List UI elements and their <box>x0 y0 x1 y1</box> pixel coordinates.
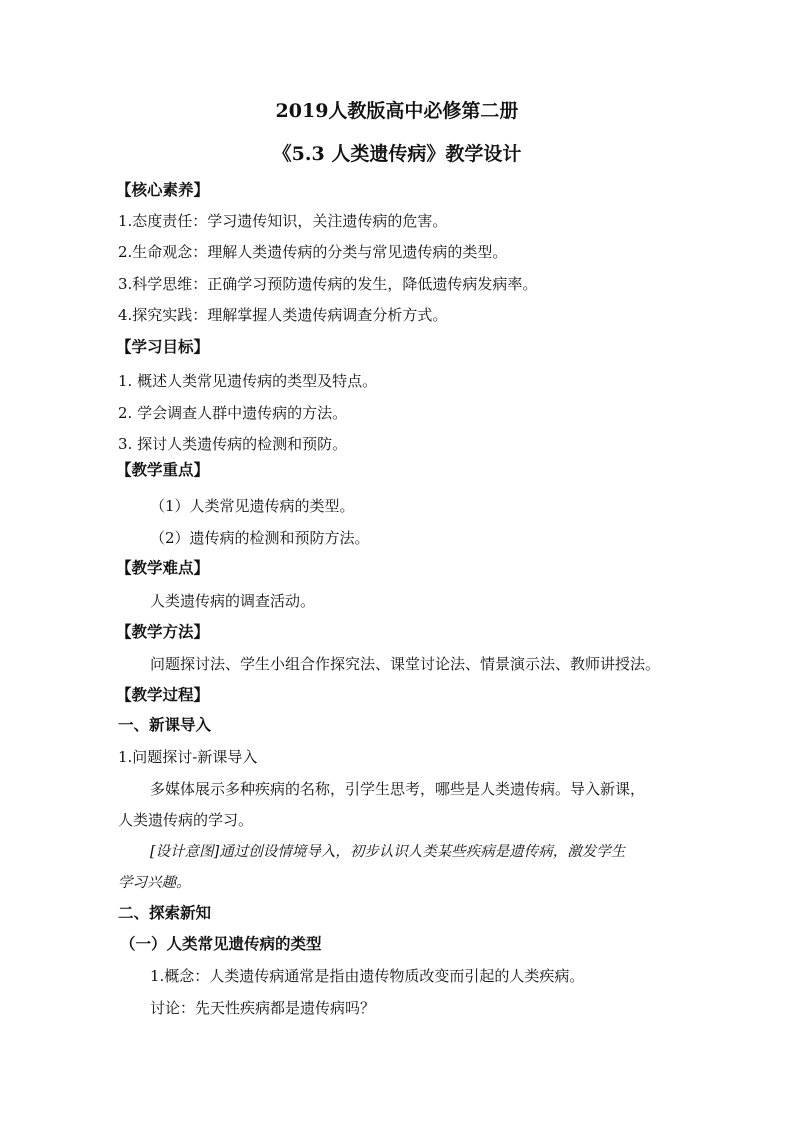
key-point-2: （2）遗传病的检测和预防方法。 <box>150 529 370 547</box>
goals-heading: 【学习目标】 <box>116 337 210 356</box>
difficulty-heading: 【教学难点】 <box>116 558 210 577</box>
document-title-line2: 《5.3 人类遗传病》教学设计 <box>272 143 522 165</box>
discussion-text: 讨论：先天性疾病都是遗传病吗？ <box>150 999 376 1017</box>
core-heading: 【核心素养】 <box>116 180 210 199</box>
section-2-title: 二、探索新知 <box>118 903 212 922</box>
core-item-2: 2.生命观念：理解人类遗传病的分类与常见遗传病的类型。 <box>118 243 508 261</box>
intro-paragraph-line2: 人类遗传病的学习。 <box>118 811 254 829</box>
section-1-title: 一、新课导入 <box>118 715 212 734</box>
core-item-3: 3.科学思维：正确学习预防遗传病的发生，降低遗传病发病率。 <box>118 275 538 293</box>
methods-text: 问题探讨法、学生小组合作探究法、课堂讨论法、情景演示法、教师讲授法。 <box>150 655 661 673</box>
process-heading: 【教学过程】 <box>116 685 210 704</box>
subsection-1-title: （一）人类常见遗传病的类型 <box>120 934 322 953</box>
goals-item-1: 1. 概述人类常见遗传病的类型及特点。 <box>118 372 378 390</box>
concept-text: 1.概念：人类遗传病通常是指由遗传物质改变而引起的人类疾病。 <box>150 967 585 985</box>
goals-item-2: 2. 学会调查人群中遗传病的方法。 <box>118 404 348 422</box>
design-intent-line1: [设计意图]通过创设情境导入，初步认识人类某些疾病是遗传病，激发学生 <box>150 844 626 860</box>
process-item-1: 1.问题探讨-新课导入 <box>118 748 258 766</box>
key-point-1: （1）人类常见遗传病的类型。 <box>150 497 355 515</box>
document-title-line1: 2019人教版高中必修第二册 <box>275 100 519 122</box>
design-intent-line2: 学习兴趣。 <box>118 875 191 891</box>
core-item-1: 1.态度责任：学习遗传知识，关注遗传病的危害。 <box>118 212 448 230</box>
goals-item-3: 3. 探讨人类遗传病的检测和预防。 <box>118 435 348 453</box>
core-item-4: 4.探究实践：理解掌握人类遗传病调查分析方式。 <box>118 306 448 324</box>
key-points-heading: 【教学重点】 <box>116 460 210 479</box>
intro-paragraph-line1: 多媒体展示多种疾病的名称，引学生思考，哪些是人类遗传病。导入新课， <box>150 780 646 798</box>
methods-heading: 【教学方法】 <box>116 622 210 641</box>
difficulty-text: 人类遗传病的调查活动。 <box>150 592 316 610</box>
